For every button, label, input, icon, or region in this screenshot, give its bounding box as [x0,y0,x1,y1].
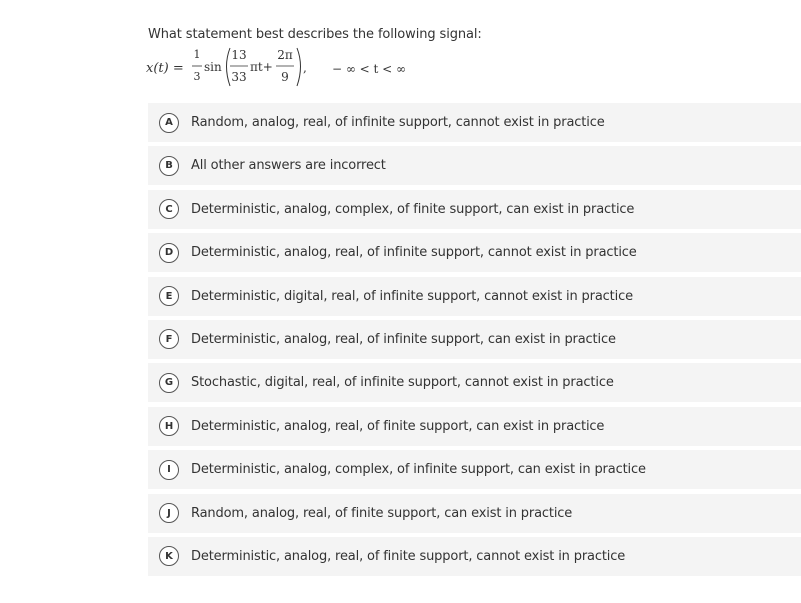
option-text: Random, analog, real, of finite support, can exist in practice [191,505,573,521]
option-text: Random, analog, real, of infinite support, cannot exist in practice [191,115,605,130]
option-f[interactable] [148,320,801,359]
option-k[interactable] [148,537,801,576]
option-text: Deterministic, analog, real, of finite support, can exist in practice [191,418,605,434]
option-letter-badge: E [159,286,179,306]
formula-mid: πt+ [250,60,273,74]
formula-frac2-den: 9 [281,70,289,84]
option-letter-badge: I [159,460,179,480]
question-prompt: What statement best describes the following signal: [148,27,482,42]
formula-func: sin [204,60,222,74]
option-a[interactable] [148,103,801,142]
option-text: All other answers are incorrect [191,158,386,174]
option-d[interactable] [148,233,801,272]
option-letter-badge: B [159,156,179,176]
formula-coef-num: 1 [193,48,201,61]
option-text: Deterministic, analog, real, of finite support, cannot exist in practice [191,548,626,564]
formula-coef-den: 3 [193,70,201,83]
formula-frac1-num: 13 [231,48,247,62]
option-letter-badge: J [159,503,179,523]
formula-right-paren [297,48,301,86]
formula-left-paren [227,48,231,86]
option-h[interactable] [148,407,801,446]
formula-frac1-den: 33 [231,70,247,84]
option-j[interactable] [148,494,801,533]
formula-frac2-num: 2π [277,48,293,62]
option-text: Deterministic, digital, real, of infinite support, cannot exist in practice [191,288,633,304]
formula-domain: − ∞ < t < ∞ [332,62,407,76]
option-text: Deterministic, analog, complex, of infinite support, can exist in practice [191,462,646,478]
option-letter-badge: F [159,329,179,349]
option-b[interactable] [148,146,801,185]
option-letter-badge: C [159,199,179,219]
signal-formula [144,44,444,90]
option-text: Deterministic, analog, real, of infinite support, can exist in practice [191,331,616,347]
answer-options [148,103,801,580]
option-g[interactable] [148,363,801,402]
option-i[interactable] [148,450,801,489]
formula-comma: , [303,61,307,75]
option-text: Stochastic, digital, real, of infinite support, cannot exist in practice [191,375,614,391]
formula-lhs: x(t) = [146,61,184,76]
option-text: Deterministic, analog, complex, of finite support, can exist in practice [191,201,635,217]
option-letter-badge: G [159,373,179,393]
option-letter-badge: A [159,113,179,133]
option-letter-badge: D [159,243,179,263]
option-letter-badge: K [159,546,179,566]
option-letter-badge: H [159,416,179,436]
option-c[interactable] [148,190,801,229]
option-e[interactable] [148,277,801,316]
option-text: Deterministic, analog, real, of infinite support, cannot exist in practice [191,245,637,261]
